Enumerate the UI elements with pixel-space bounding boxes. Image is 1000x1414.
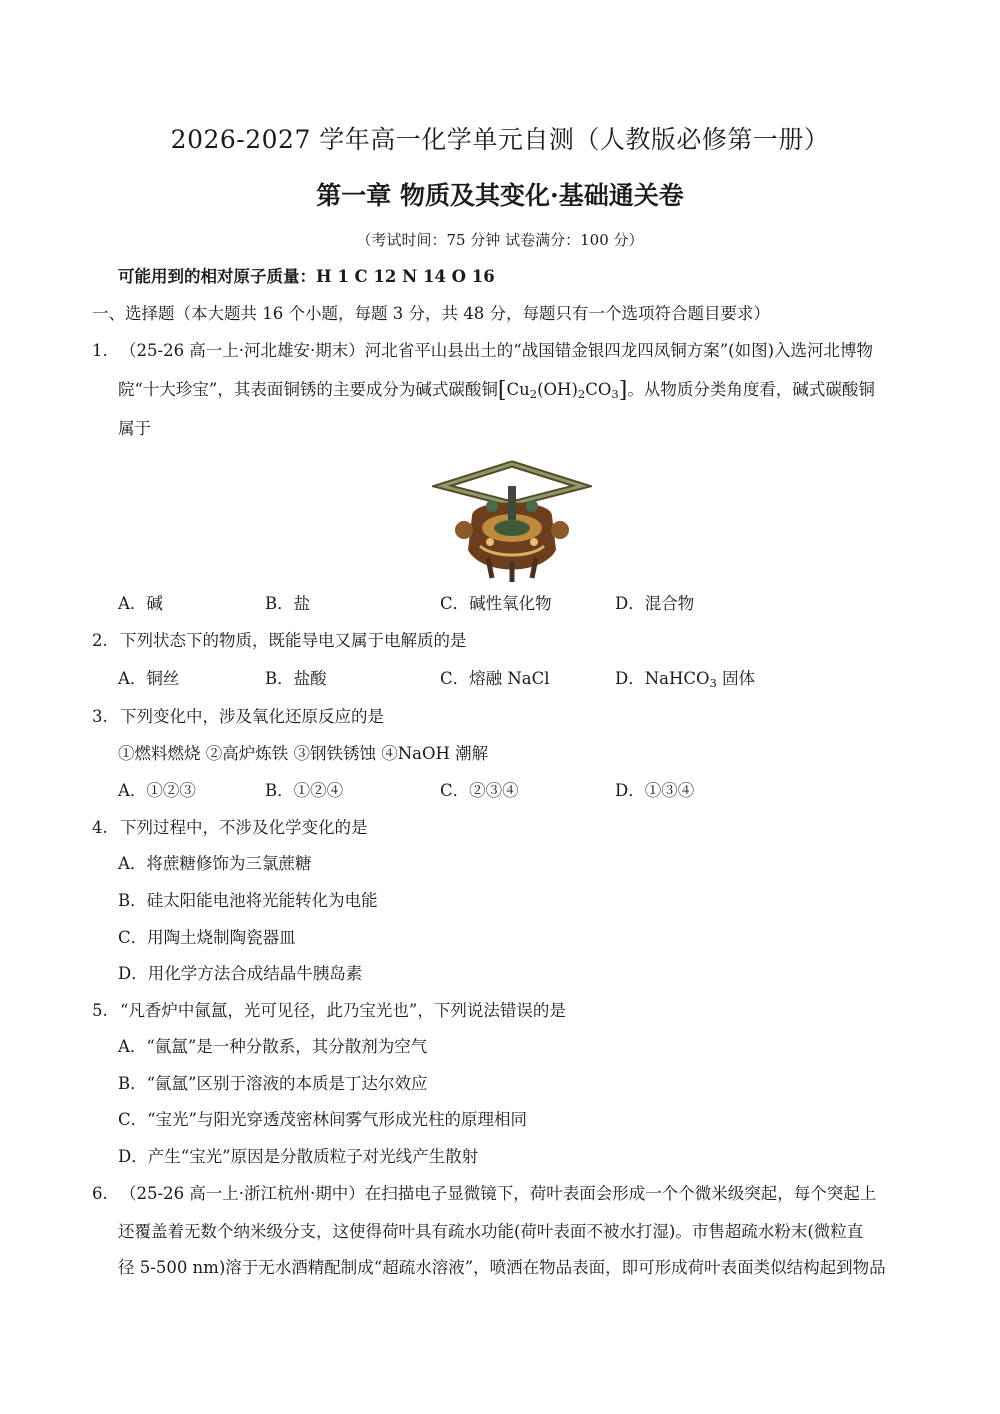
- question-text: 。从物质分类角度看，碱式碳酸铜: [627, 380, 875, 399]
- question-number: 6.: [92, 1184, 108, 1203]
- formula-sub: 2: [529, 386, 538, 401]
- q2-option-a: A．铜丝: [118, 669, 180, 688]
- formula-sub: 2: [577, 386, 586, 401]
- question-5: [92, 1000, 566, 1022]
- bronze-table-image: [432, 458, 592, 586]
- q1-option-d: D．混合物: [615, 594, 695, 613]
- q5-option-d: D．产生“宝光”原因是分散质粒子对光线产生散射: [118, 1147, 479, 1166]
- question-text: （25-26 高一上·浙江杭州·期中）在扫描电子显微镜下，荷叶表面会形成一个个微米级突起，每个突起上: [120, 1184, 877, 1203]
- question-4: [92, 817, 368, 839]
- q5-option-c: C．“宝光”与阳光穿透茂密林间雾气形成光柱的原理相同: [118, 1110, 527, 1129]
- question-number: 1.: [92, 341, 108, 360]
- formula-oh: (OH): [537, 380, 578, 399]
- q5-option-b: B．“氤氲”区别于溶液的本质是丁达尔效应: [118, 1074, 428, 1093]
- question-number: 4.: [92, 818, 108, 837]
- question-text: （25-26 高一上·河北雄安·期末）河北省平山县出土的“战国错金银四龙四凤铜方案”(如图)入选河北博物: [120, 341, 874, 360]
- q3-option-b: B．①②④: [265, 781, 344, 800]
- question-1-line-2: [118, 379, 875, 402]
- formula-cu: Cu: [506, 380, 530, 399]
- formula-bracket-close: ]: [618, 378, 628, 403]
- question-text: 院“十大珍宝”，其表面铜锈的主要成分为碱式碳酸铜: [118, 380, 498, 399]
- q2-option-b: B．盐酸: [265, 669, 327, 688]
- q1-option-a: A．碱: [118, 594, 163, 613]
- formula-bracket-open: [: [497, 378, 507, 403]
- q1-option-b: B．盐: [265, 594, 311, 613]
- q4-option-b: B．硅太阳能电池将光能转化为电能: [118, 891, 378, 910]
- atomic-mass-line: 可能用到的相对原子质量：H 1 C 12 N 14 O 16: [118, 267, 495, 286]
- q4-option-a: A．将蔗糖修饰为三氯蔗糖: [118, 854, 312, 873]
- question-1-line-1: [92, 340, 873, 362]
- q2-option-c: C．熔融 NaCl: [440, 669, 550, 688]
- chapter-subtitle: 第一章 物质及其变化·基础通关卷: [316, 181, 684, 210]
- question-text: 下列变化中，涉及氧化还原反应的是: [120, 707, 384, 726]
- q3-option-d: D．①③④: [615, 781, 695, 800]
- q4-option-c: C．用陶土烧制陶瓷器皿: [118, 928, 296, 947]
- question-2: [92, 630, 467, 652]
- question-text: “凡香炉中氤氲，光可见径，此乃宝光也”，下列说法错误的是: [120, 1001, 566, 1020]
- question-text: 下列状态下的物质，既能导电又属于电解质的是: [120, 631, 467, 650]
- question-6-line-3: 径 5-500 nm)溶于无水酒精配制成“超疏水溶液”，喷洒在物品表面，即可形成荷叶表面类似结构起到物品: [118, 1258, 886, 1277]
- question-3: [92, 706, 384, 728]
- formula-co: CO: [585, 380, 612, 399]
- question-6-line-2: 还覆盖着无数个纳米级分支，这使得荷叶具有疏水功能(荷叶表面不被水打湿)。市售超疏水粉末(微粒直: [118, 1222, 864, 1241]
- q5-option-a: A．“氤氲”是一种分散系，其分散剂为空气: [118, 1037, 428, 1056]
- question-text: 下列过程中，不涉及化学变化的是: [120, 818, 368, 837]
- formula-sub: 3: [709, 675, 717, 690]
- q3-items: ①燃料燃烧 ②高炉炼铁 ③钢铁锈蚀 ④NaOH 潮解: [118, 744, 489, 763]
- exam-info: （考试时间：75 分钟 试卷满分：100 分）: [356, 231, 644, 249]
- question-number: 5.: [92, 1001, 108, 1020]
- question-number: 3.: [92, 707, 108, 726]
- option-text: D．NaHCO: [615, 669, 710, 688]
- q2-option-d: [615, 668, 755, 690]
- q3-option-a: A．①②③: [118, 781, 196, 800]
- question-number: 2.: [92, 631, 108, 650]
- question-6-line-1: [92, 1183, 876, 1205]
- formula-sub: 3: [611, 386, 619, 401]
- option-text: 固体: [716, 669, 756, 688]
- q4-option-d: D．用化学方法合成结晶牛胰岛素: [118, 964, 363, 983]
- question-1-line-3: 属于: [118, 419, 151, 438]
- q1-option-c: C．碱性氧化物: [440, 594, 552, 613]
- section-heading: 一、选择题（本大题共 16 个小题，每题 3 分，共 48 分，每题只有一个选项符合题目要求）: [92, 304, 770, 323]
- exam-title: 2026-2027 学年高一化学单元自测（人教版必修第一册）: [170, 125, 830, 154]
- q3-option-c: C．②③④: [440, 781, 519, 800]
